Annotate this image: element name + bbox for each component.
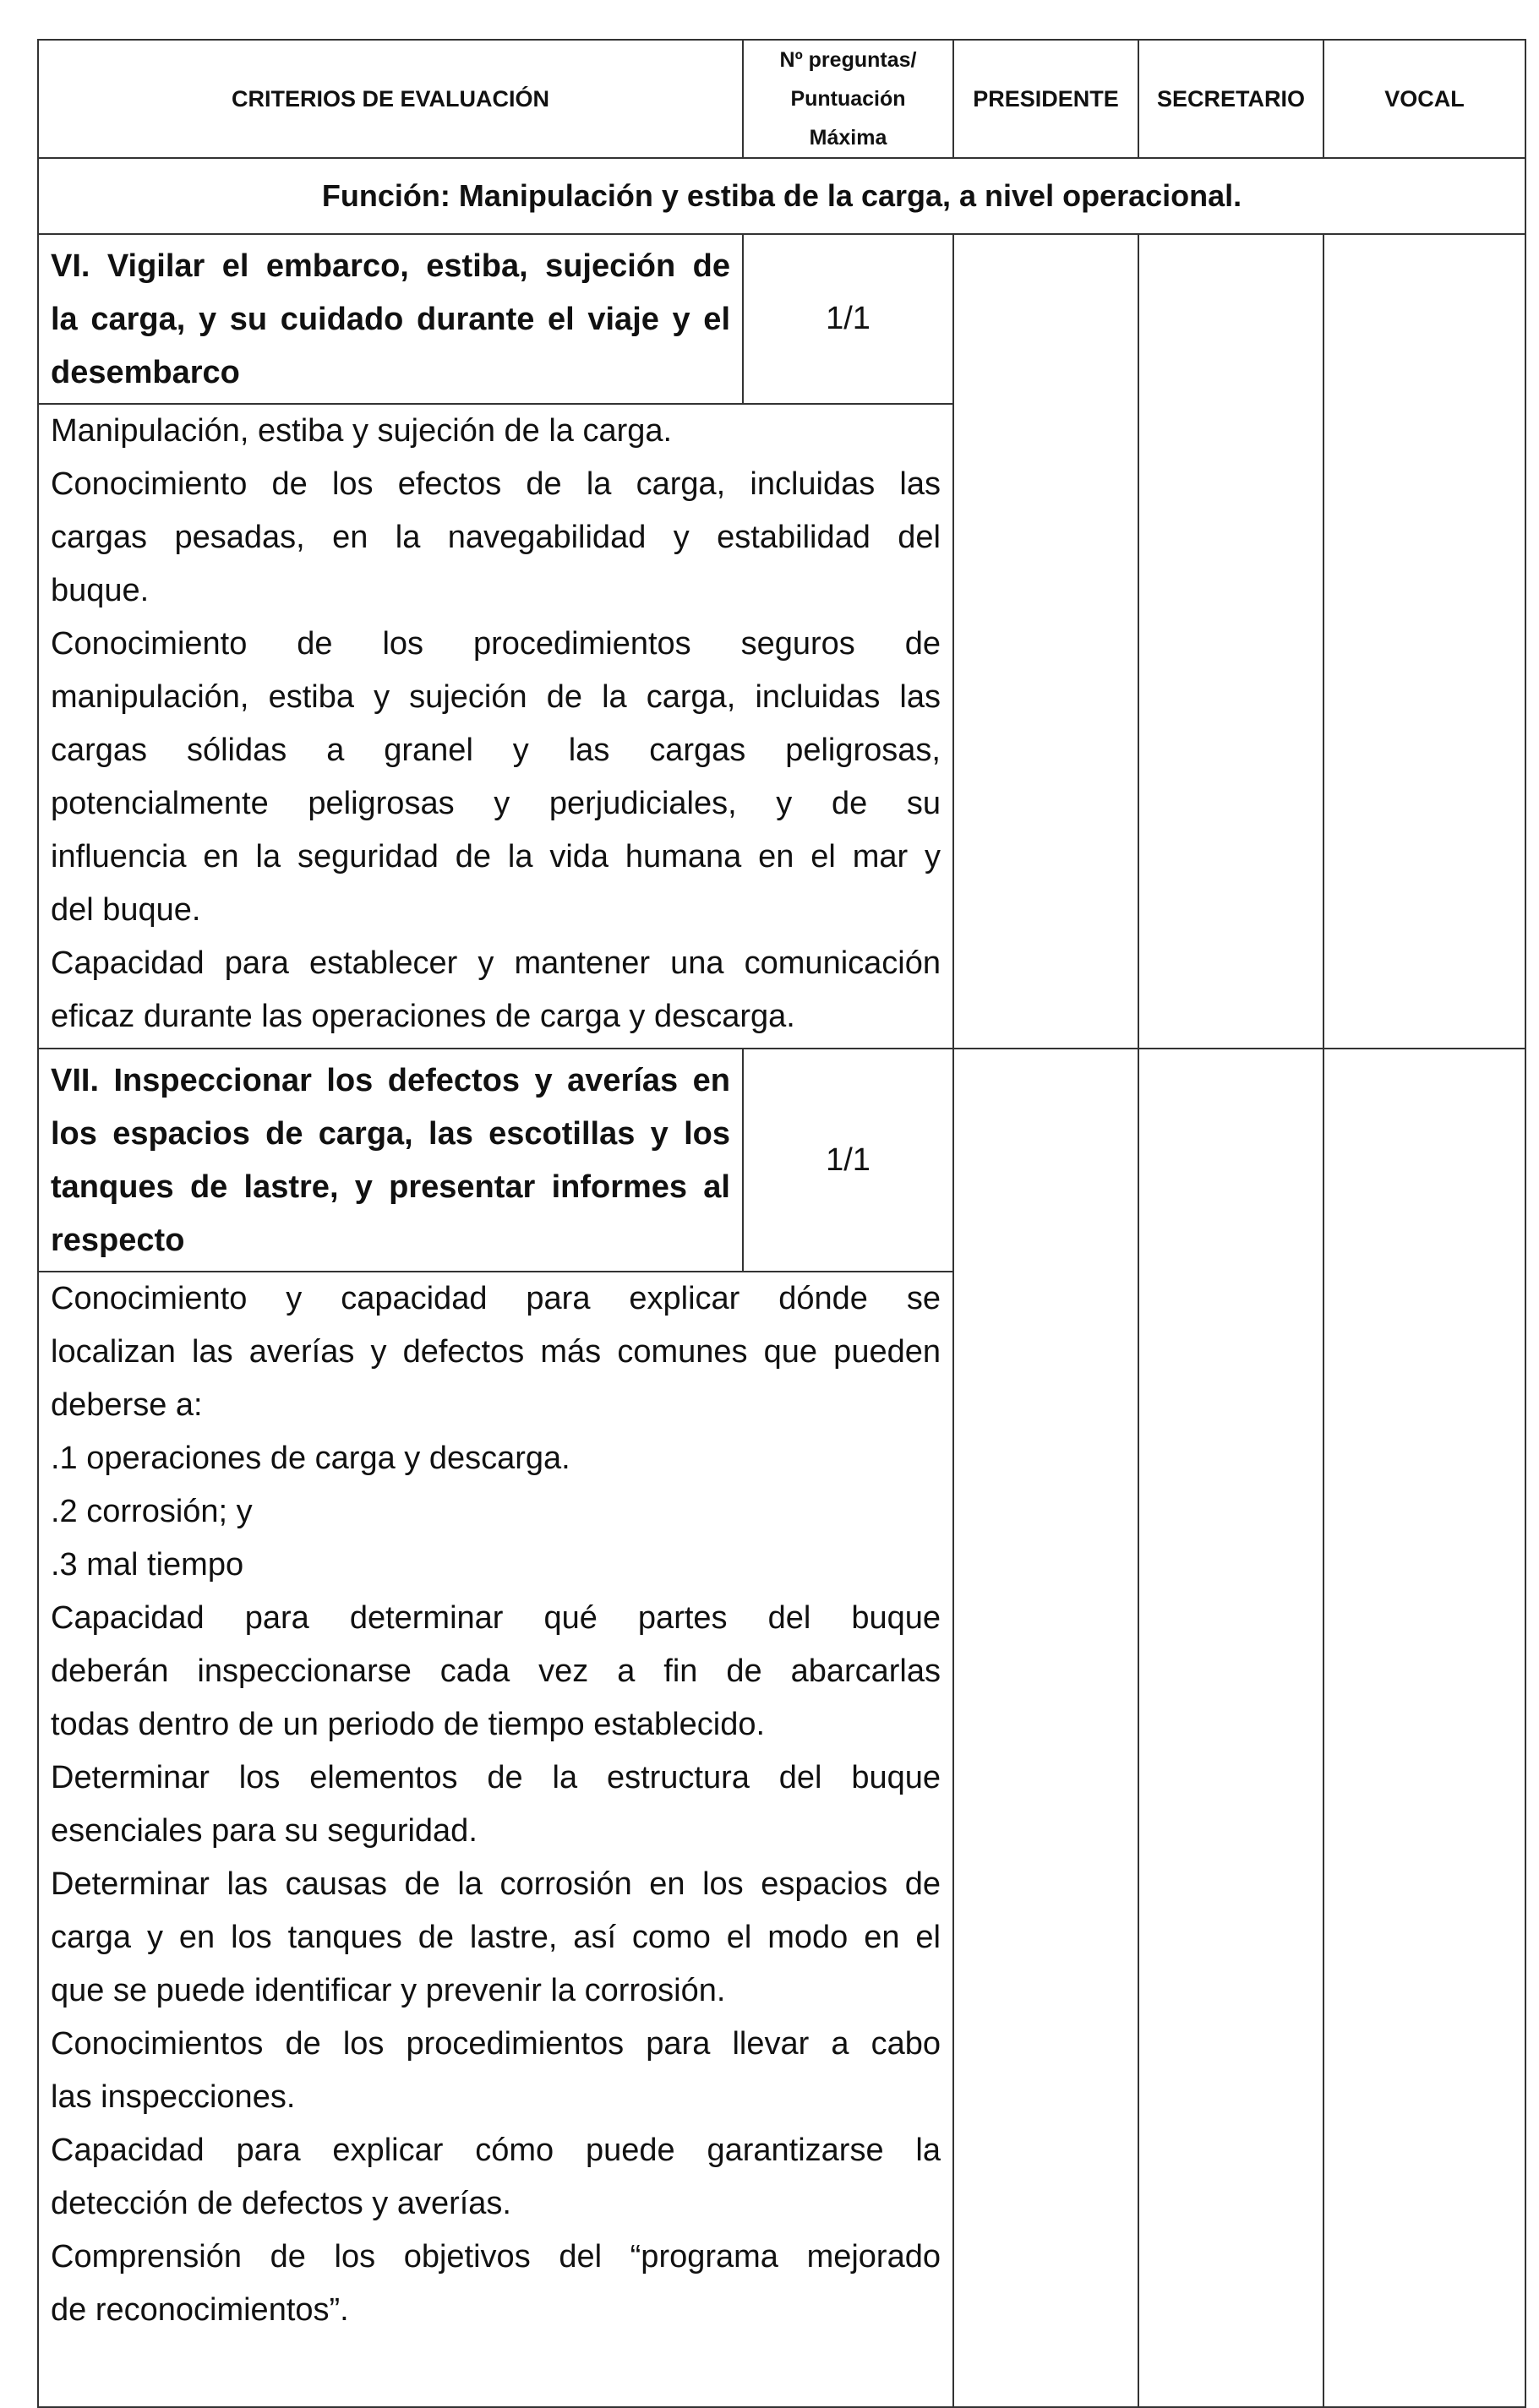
section-vii-secretario-cell[interactable] bbox=[1138, 1049, 1323, 2407]
body-line: localizan las averías y defectos más comunes que pueden bbox=[51, 1334, 941, 1370]
body-line: buque. bbox=[51, 573, 150, 608]
body-line: las inspecciones. bbox=[51, 2079, 296, 2115]
section-vii-body bbox=[38, 1272, 953, 2407]
body-line: Conocimiento de los procedimientos seguros de bbox=[51, 626, 941, 662]
section-vii-title-line: los espacios de carga, las escotillas y los bbox=[51, 1116, 730, 1152]
header-vocal: VOCAL bbox=[1323, 40, 1525, 158]
body-line: Capacidad para explicar cómo puede garantizarse la bbox=[51, 2133, 941, 2168]
body-line: eficaz durante las operaciones de carga y descarga. bbox=[51, 999, 795, 1034]
body-line: potencialmente peligrosas y perjudiciales, y de su bbox=[51, 786, 941, 821]
header-num-preguntas bbox=[743, 40, 953, 158]
body-line: Determinar los elementos de la estructura del buque bbox=[51, 1760, 941, 1795]
body-line: Conocimiento de los efectos de la carga, incluidas las bbox=[51, 466, 941, 502]
body-line: carga y en los tanques de lastre, así como el modo en el bbox=[51, 1920, 941, 1955]
section-vi-secretario-cell[interactable] bbox=[1138, 234, 1323, 1049]
header-row bbox=[38, 40, 1525, 158]
body-line: del buque. bbox=[51, 892, 201, 928]
evaluation-criteria-table bbox=[37, 39, 1526, 2408]
body-line: todas dentro de un periodo de tiempo establecido. bbox=[51, 1707, 766, 1742]
body-line: cargas pesadas, en la navegabilidad y estabilidad del bbox=[51, 520, 941, 555]
body-line: deberse a: bbox=[51, 1387, 203, 1423]
body-line: Capacidad para establecer y mantener una comunicación bbox=[51, 945, 941, 981]
header-secretario: SECRETARIO bbox=[1138, 40, 1323, 158]
section-vii-score: 1/1 bbox=[743, 1049, 953, 1272]
section-vii-title-line: respecto bbox=[51, 1223, 185, 1258]
body-line: Conocimientos de los procedimientos para llevar a cabo bbox=[51, 2026, 941, 2062]
body-line: .1 operaciones de carga y descarga. bbox=[51, 1441, 570, 1476]
section-vi-title-line: VI. Vigilar el embarco, estiba, sujeción de bbox=[51, 248, 730, 284]
section-vii-presidente-cell[interactable] bbox=[953, 1049, 1138, 2407]
body-line: cargas sólidas a granel y las cargas peligrosas, bbox=[51, 733, 941, 768]
section-vii-title-line: tanques de lastre, y presentar informes al bbox=[51, 1169, 730, 1205]
body-line: Determinar las causas de la corrosión en los espacios de bbox=[51, 1866, 941, 1902]
section-vii-row bbox=[38, 1049, 1525, 1272]
section-vi-title-line: la carga, y su cuidado durante el viaje y el bbox=[51, 302, 730, 337]
body-line: detección de defectos y averías. bbox=[51, 2186, 511, 2221]
body-line: deberán inspeccionarse cada vez a fin de abarcarlas bbox=[51, 1653, 941, 1689]
body-line: Capacidad para determinar qué partes del buque bbox=[51, 1600, 941, 1636]
body-line: .2 corrosión; y bbox=[51, 1494, 253, 1529]
header-presidente: PRESIDENTE bbox=[953, 40, 1138, 158]
section-vii-title bbox=[38, 1049, 743, 1272]
body-line: de reconocimientos”. bbox=[51, 2292, 349, 2328]
funcion-row bbox=[38, 158, 1525, 234]
body-line: manipulación, estiba y sujeción de la carga, incluidas las bbox=[51, 679, 941, 715]
header-num-preguntas-line2: Puntuación bbox=[790, 87, 906, 111]
header-criterios: CRITERIOS DE EVALUACIÓN bbox=[38, 40, 743, 158]
funcion-title: Función: Manipulación y estiba de la carga, a nivel operacional. bbox=[38, 158, 1525, 234]
body-line: Comprensión de los objetivos del “programa mejorado bbox=[51, 2239, 941, 2275]
body-line: .3 mal tiempo bbox=[51, 1547, 244, 1583]
section-vi-title-line: desembarco bbox=[51, 355, 240, 390]
header-num-preguntas-line1: Nº preguntas/ bbox=[779, 48, 917, 72]
section-vii-vocal-cell[interactable] bbox=[1323, 1049, 1525, 2407]
section-vi-body bbox=[38, 404, 953, 1049]
body-line: esenciales para su seguridad. bbox=[51, 1813, 478, 1849]
body-line: Manipulación, estiba y sujeción de la carga. bbox=[51, 413, 673, 449]
section-vii-title-line: VII. Inspeccionar los defectos y averías en bbox=[51, 1063, 730, 1098]
body-line: influencia en la seguridad de la vida humana en el mar y bbox=[51, 839, 941, 874]
section-vi-vocal-cell[interactable] bbox=[1323, 234, 1525, 1049]
section-vi-score: 1/1 bbox=[743, 234, 953, 404]
header-num-preguntas-line3: Máxima bbox=[809, 126, 887, 150]
body-line: que se puede identificar y prevenir la corrosión. bbox=[51, 1973, 726, 2008]
section-vi-presidente-cell[interactable] bbox=[953, 234, 1138, 1049]
body-line: Conocimiento y capacidad para explicar dónde se bbox=[51, 1281, 941, 1316]
section-vi-row bbox=[38, 234, 1525, 404]
section-vi-title bbox=[38, 234, 743, 404]
